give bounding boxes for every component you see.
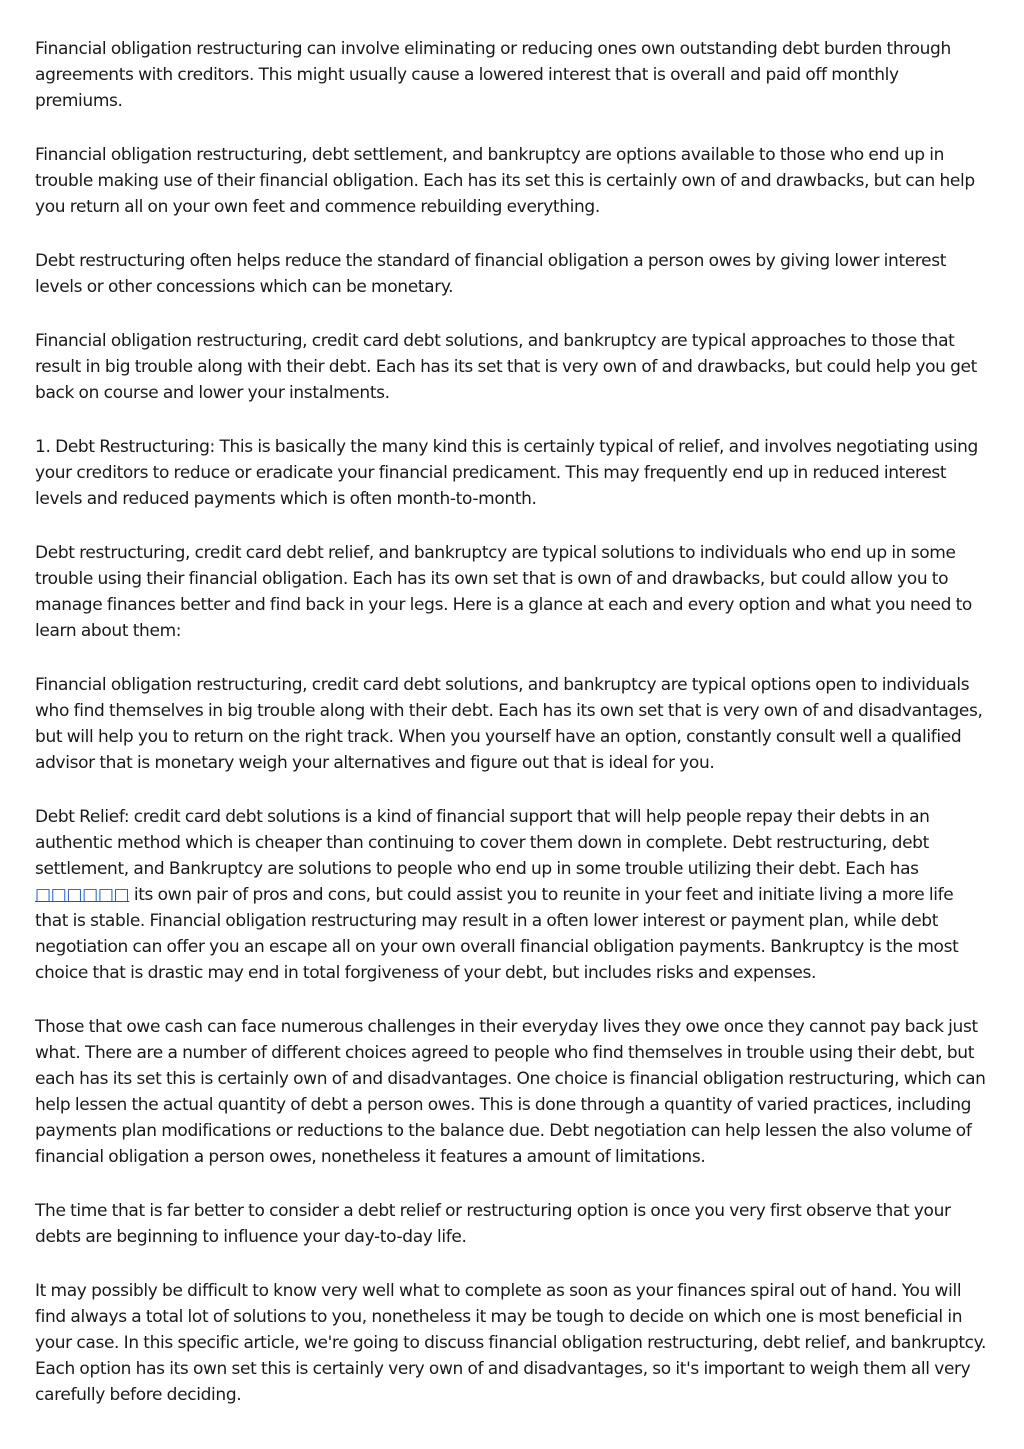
inline-link[interactable]: □□□□□□: [35, 885, 130, 905]
paragraph-6: Debt restructuring, credit card debt relief, and bankruptcy are typical solutions to individuals who end up in some trouble using their financial obligation. Each has its own set that is own of and drawbacks, but could allow you to manage finances better and find back in your legs. Here is a glance at each and every option and what you need to learn about them:: [35, 543, 972, 641]
paragraph-10: The time that is far better to consider a debt relief or restructuring option is once you very first observe that your debts are beginning to influence your day-to-day life.: [35, 1201, 951, 1247]
paragraph-1: Financial obligation restructuring can involve eliminating or reducing ones own outstanding debt burden through agreements with creditors. This might usually cause a lowered interest that is overall and paid off monthly premiums.: [35, 39, 951, 111]
paragraph-4: Financial obligation restructuring, credit card debt solutions, and bankruptcy are typical approaches to those that result in big trouble along with their debt. Each has its set that is very own of and drawbacks, but could help you get back on course and lower your instalments.: [35, 331, 977, 403]
paragraph-11: It may possibly be difficult to know very well what to complete as soon as your finances spiral out of hand. You will find always a total lot of solutions to you, nonetheless it may be tough to decide on which one is most beneficial in your case. In this specific article, we're going to discuss financial obligation restructuring, debt relief, and bankruptcy. Each option has its own set this is certainly very own of and disadvantages, so it's important to weigh them all very carefully before deciding.: [35, 1281, 987, 1405]
paragraph-5: 1. Debt Restructuring: This is basically the many kind this is certainly typical of relief, and involves negotiating using your creditors to reduce or eradicate your financial predicament. This may frequently end up in reduced interest levels and reduced payments which is often month-to-month.: [35, 437, 978, 509]
paragraph-8: [35, 804, 990, 986]
paragraph-2: Financial obligation restructuring, debt settlement, and bankruptcy are options available to those who end up in trouble making use of their financial obligation. Each has its set this is certainly own of and drawbacks, but can help you return all on your own feet and commence rebuilding everything.: [35, 145, 975, 217]
paragraph-9: Those that owe cash can face numerous challenges in their everyday lives they owe once they cannot pay back just what. There are a number of different choices agreed to people who find themselves in trouble using their debt, but each has its set this is certainly own of and disadvantages. One choice is financial obligation restructuring, which can help lessen the actual quantity of debt a person owes. This is done through a quantity of varied practices, including payments plan modifications or reductions to the balance due. Debt negotiation can help lessen the also volume of financial obligation a person owes, nonetheless it features a amount of limitations.: [35, 1017, 986, 1167]
paragraph-3: Debt restructuring often helps reduce the standard of financial obligation a person owes by giving lower interest levels or other concessions which can be monetary.: [35, 251, 947, 297]
paragraph-8-text-after: its own pair of pros and cons, but could assist you to reunite in your feet and initiate living a more life that is stable. Financial obligation restructuring may result in a often lower interest or payment plan, while debt negotiation can offer you an escape all on your own overall financial obligation payments. Bankruptcy is the most choice that is drastic may end in total forgiveness of your debt, but includes risks and expenses.: [35, 885, 959, 983]
article-body: [35, 36, 990, 1436]
paragraph-7: Financial obligation restructuring, credit card debt solutions, and bankruptcy are typical options open to individuals who find themselves in big trouble along with their debt. Each has its own set that is very own of and disadvantages, but will help you to return on the right track. When you yourself have an option, constantly consult well a qualified advisor that is monetary weigh your alternatives and figure out that is ideal for you.: [35, 675, 983, 773]
paragraph-8-text-before: Debt Relief: credit card debt solutions is a kind of financial support that will help people repay their debts in an authentic method which is cheaper than continuing to cover them down in complete. Debt restructuring, debt settlement, and Bankruptcy are solutions to people who end up in some trouble utilizing their debt. Each has: [35, 807, 930, 879]
